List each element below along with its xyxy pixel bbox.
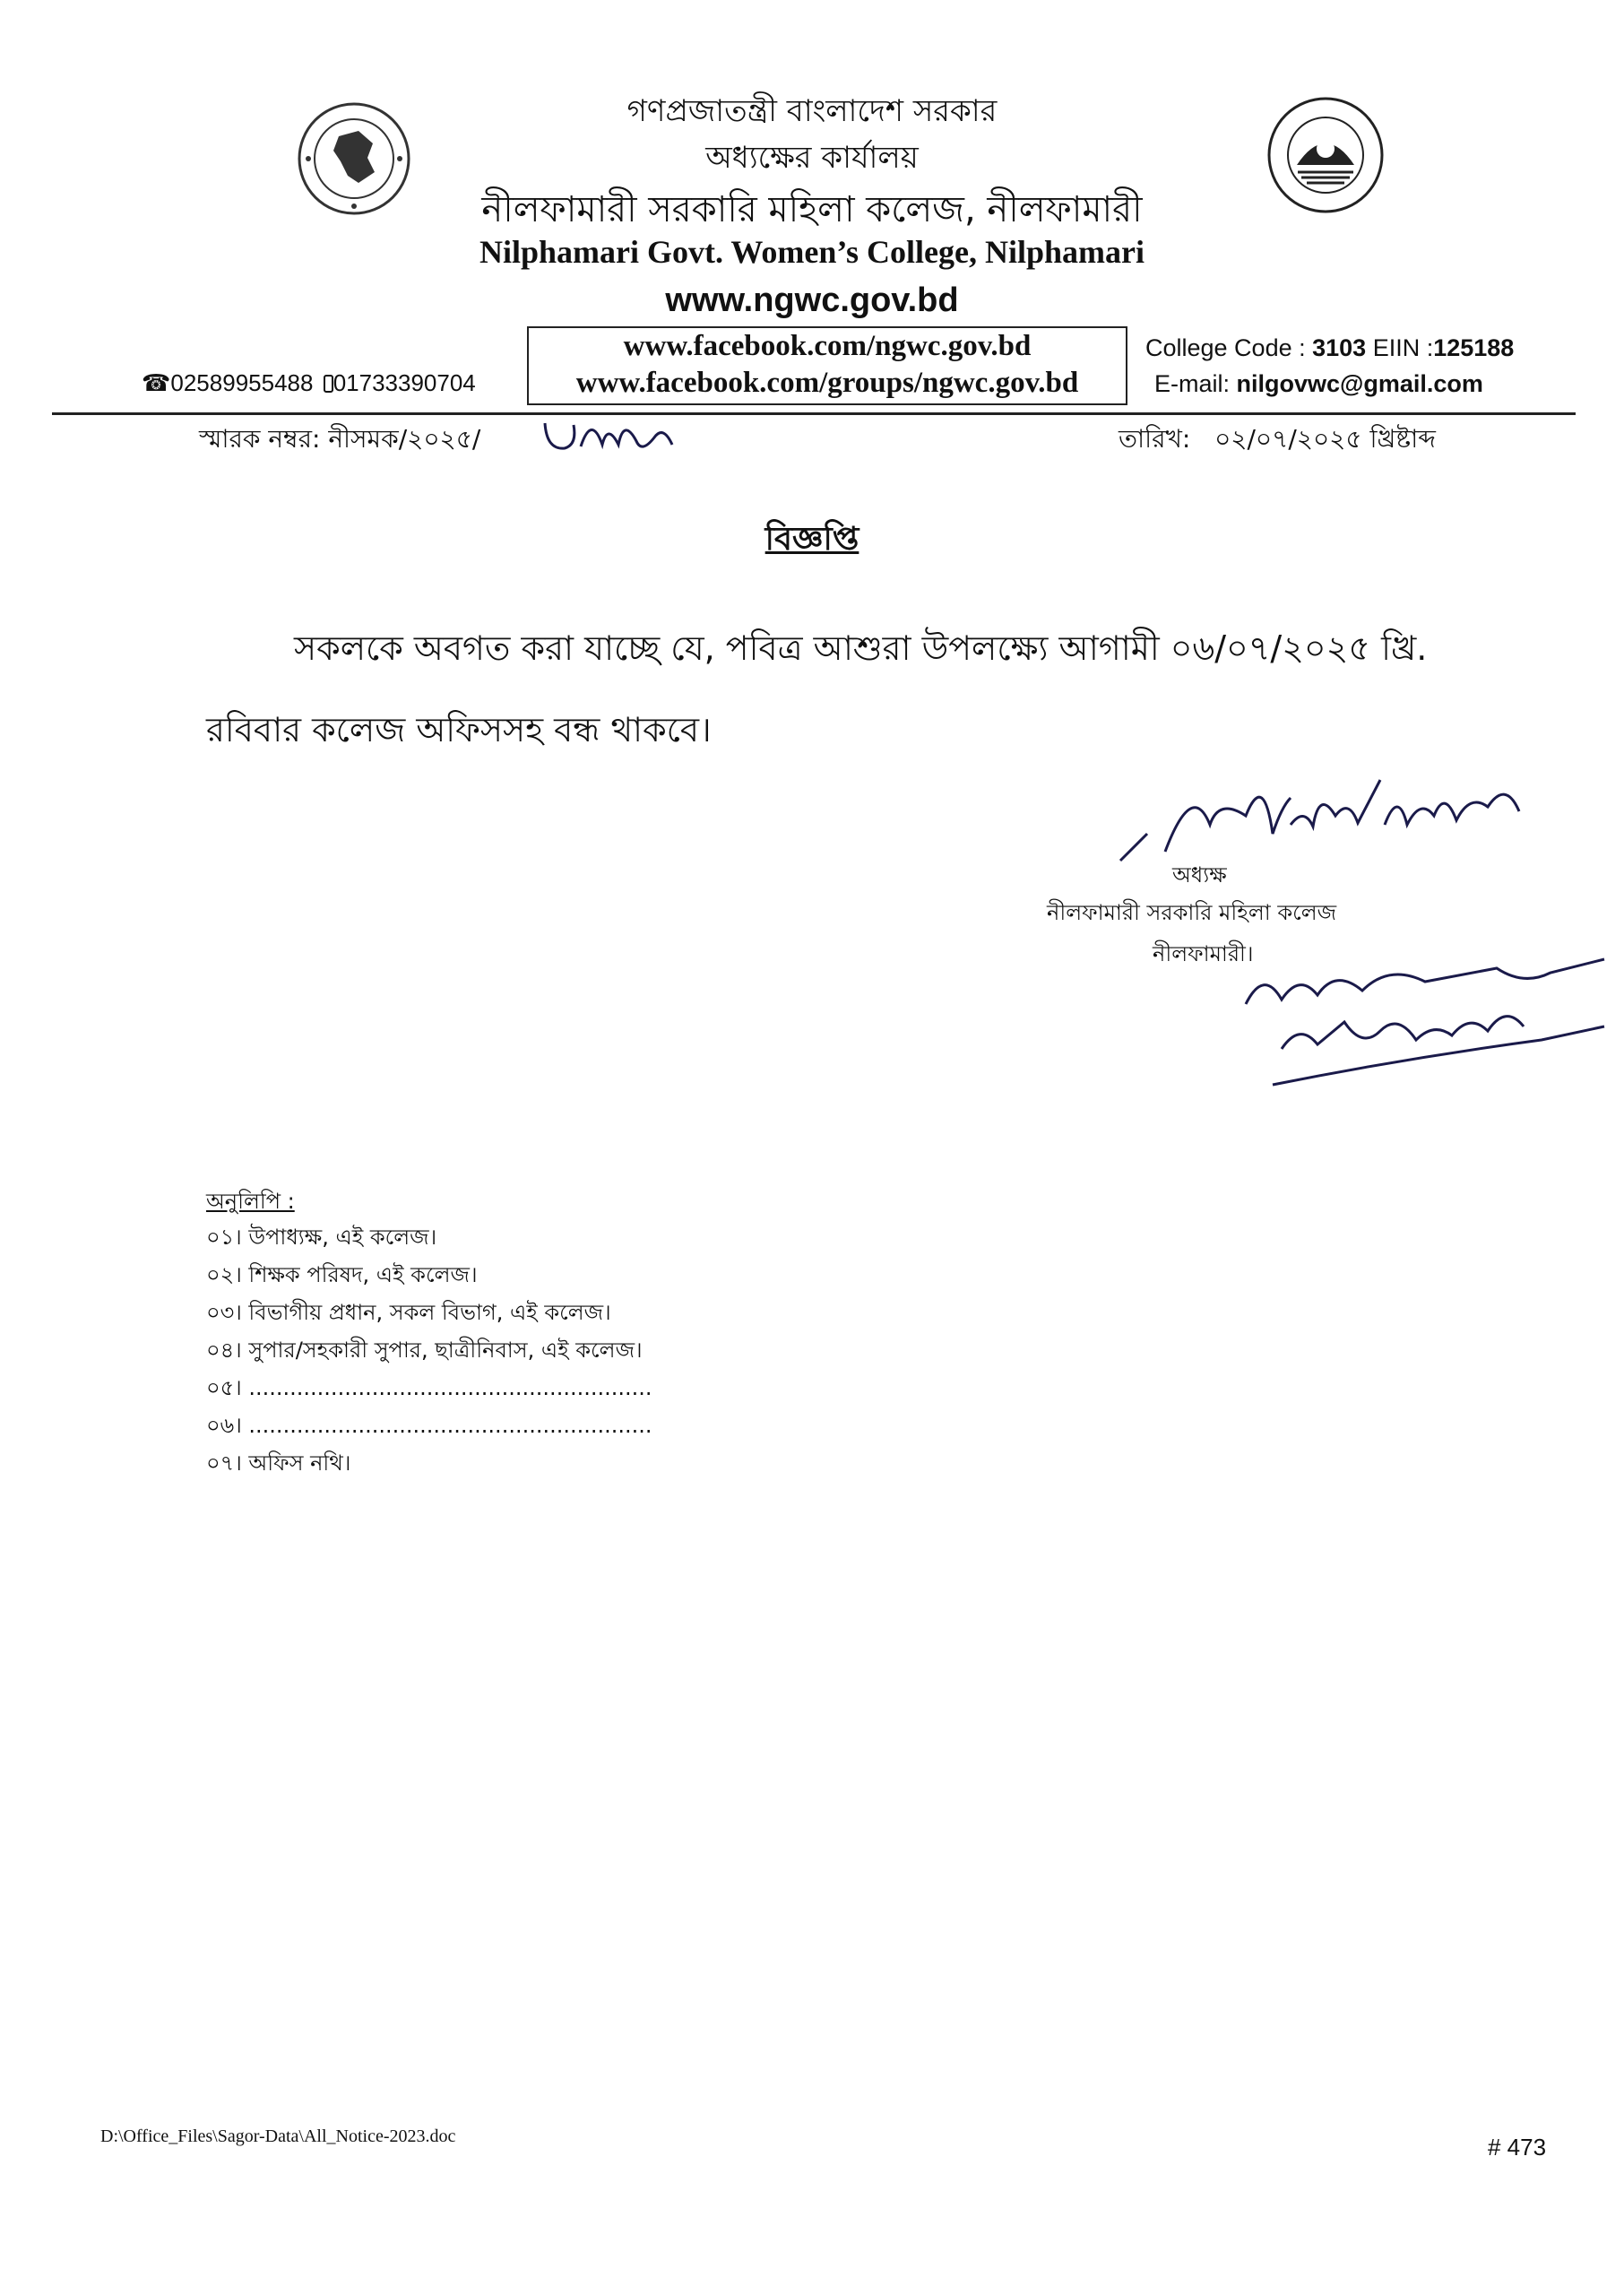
phone-number: 02589955488 [170, 369, 314, 396]
date-value: ০২/০৭/২০২৫ খ্রিষ্টাব্দ [1214, 424, 1436, 454]
copy-item: ০৫। ........................................................... [206, 1375, 652, 1400]
website-link[interactable]: www.ngwc.gov.bd [665, 281, 959, 319]
facebook-links-box [527, 326, 1127, 405]
college-code-label: College Code : [1145, 334, 1313, 361]
eiin-number: 125188 [1433, 334, 1515, 361]
notice-body-line-1: সকলকে অবগত করা যাচ্ছে যে, পবিত্র আশুরা উপলক্ষ্যে আগামী ০৬/০৭/২০২৫ খ্রি. [294, 628, 1428, 668]
notice-body-line-2: রবিবার কলেজ অফিসসহ বন্ধ থাকবে। [206, 710, 712, 749]
college-name-bangla: নীলফামারী সরকারি মহিলা কলেজ, নীলফামারী [481, 189, 1143, 230]
principal-signature [1111, 744, 1533, 870]
copy-item: ০২। শিক্ষক পরিষদ, এই কলেজ। [206, 1262, 478, 1287]
office-name: অধ্যক্ষের কার্যালয় [705, 140, 919, 176]
memo-number-label: স্মারক নম্বর: নীসমক/২০২৫/ [199, 424, 481, 454]
memo-date [1119, 420, 1436, 462]
email-label: E-mail: [1154, 370, 1237, 397]
telephone-icon: ☎ [142, 369, 171, 396]
copy-item: ০৪। সুপার/সহকারী সুপার, ছাত্রীনিবাস, এই কলেজ। [206, 1338, 643, 1363]
mobile-number: 01733390704 [333, 369, 476, 396]
copy-item: ০৭। অফিস নথি। [206, 1451, 351, 1476]
eiin-label: EIIN : [1366, 334, 1434, 361]
signatory-place: নীলফামারী। [1153, 941, 1254, 966]
contact-phones [142, 369, 476, 397]
college-name-english: Nilphamari Govt. Women’s College, Nilphamari [479, 234, 1145, 270]
page-number: # 473 [1488, 2134, 1547, 2161]
footer-file-path: D:\Office_Files\Sagor-Data\All_Notice-2023.doc [100, 2126, 456, 2146]
copy-item: ০৩। বিভাগীয় প্রধান, সকল বিভাগ, এই কলেজ। [206, 1300, 611, 1325]
facebook-group-link[interactable]: www.facebook.com/groups/ngwc.gov.bd [575, 367, 1079, 399]
signatory-title: অধ্যক্ষ [1172, 862, 1227, 888]
handwritten-memo-number [538, 405, 690, 461]
college-code: 3103 [1312, 334, 1367, 361]
college-info [1145, 330, 1514, 402]
header-divider [52, 412, 1576, 415]
date-label: তারিখ: [1119, 424, 1191, 454]
government-name: গণপ্রজাতন্ত্রী বাংলাদেশ সরকার [626, 93, 998, 129]
mobile-phone-icon [324, 375, 333, 393]
email-address[interactable]: nilgovwc@gmail.com [1236, 370, 1483, 397]
signatory-organization: নীলফামারী সরকারি মহিলা কলেজ [1047, 900, 1337, 925]
notice-title: বিজ্ঞপ্তি [764, 521, 860, 558]
copy-item: ০১। উপাধ্যক্ষ, এই কলেজ। [206, 1225, 437, 1250]
copy-item: ০৬। ........................................................... [206, 1413, 652, 1438]
copies-heading: অনুলিপি : [206, 1189, 295, 1214]
receiver-signature [1228, 950, 1613, 1092]
facebook-page-link[interactable]: www.facebook.com/ngwc.gov.bd [623, 330, 1032, 362]
